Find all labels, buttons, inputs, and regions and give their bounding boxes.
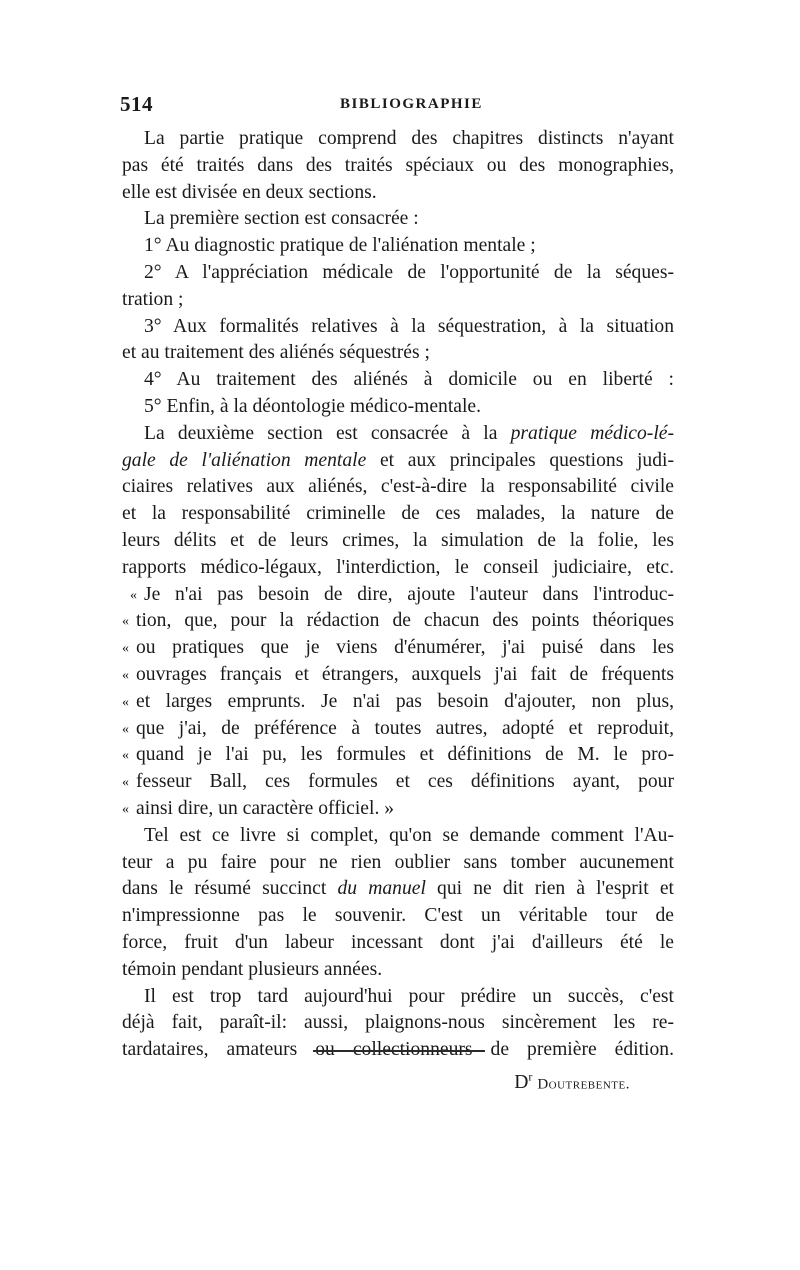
- text-segment: La deuxième section est consacrée à la: [144, 422, 511, 444]
- closing-rule: [313, 1050, 485, 1052]
- text-line: et la responsabilité criminelle de ces malades, la nature de: [122, 503, 674, 525]
- quote-mark: «: [130, 587, 137, 603]
- text-line: leurs délits et de leurs crimes, la simulation de la folie, les: [122, 529, 674, 551]
- signature-prefix-sup: r: [528, 1069, 533, 1084]
- text-line: [122, 876, 674, 903]
- italic-segment: gale de l'aliénation mentale: [122, 449, 367, 471]
- body-text: [122, 126, 674, 1094]
- text-line: tardataires, amateurs ou collectionneurs de première édition.: [122, 1039, 674, 1061]
- text-line: [122, 421, 674, 448]
- page-number: 514: [120, 92, 153, 116]
- quote-line: [122, 769, 674, 796]
- running-head: BIBLIOGRAPHIE: [340, 96, 483, 112]
- text-line: [122, 448, 674, 475]
- signature-name: Doutrebente.: [537, 1076, 630, 1093]
- text-segment: que j'ai, de préférence à toutes autres, adopté et reproduit,: [136, 717, 674, 739]
- text-line: n'impressionne pas le souvenir. C'est un véritable tour de: [122, 905, 674, 927]
- quote-line: [122, 796, 674, 823]
- text-segment: dans le résumé succinct: [122, 878, 338, 900]
- quote-mark: «: [122, 801, 129, 817]
- text-line: Il est trop tard aujourd'hui pour prédire un succès, c'est: [144, 985, 674, 1007]
- text-segment: et larges emprunts. Je n'ai pas besoin d'ajouter, non plus,: [136, 690, 674, 712]
- quote-line: [122, 662, 674, 689]
- quote-mark: «: [122, 614, 129, 630]
- quote-line: [122, 608, 674, 635]
- text-line: 5° Enfin, à la déontologie médico-mentale.: [144, 395, 482, 417]
- text-segment: Je n'ai pas besoin de dire, ajoute l'auteur dans l'introduc-: [144, 583, 674, 605]
- quote-line: [122, 582, 674, 609]
- text-segment: ainsi dire, un caractère officiel. »: [136, 797, 395, 819]
- quote-mark: «: [122, 641, 129, 657]
- signature: [122, 1064, 674, 1094]
- text-line: La partie pratique comprend des chapitres distincts n'ayant: [144, 128, 674, 149]
- italic-segment: pratique médico-lé-: [510, 422, 674, 444]
- italic-segment: du manuel: [337, 878, 426, 900]
- text-line: elle est divisée en deux sections.: [122, 181, 377, 203]
- text-segment: qui ne dit rien à l'esprit et: [425, 878, 674, 900]
- text-line: force, fruit d'un labeur incessant dont j'ai d'ailleurs été le: [122, 931, 674, 953]
- quote-mark: «: [122, 748, 129, 764]
- quote-mark: «: [122, 694, 129, 710]
- text-line: déjà fait, paraît-il: aussi, plaignons-nous sincèrement les re-: [122, 1012, 674, 1034]
- quote-mark: «: [122, 667, 129, 683]
- text-line: pas été traités dans des traités spéciaux ou des monographies,: [122, 154, 674, 176]
- text-segment: quand je l'ai pu, les formules et définitions de M. le pro-: [136, 744, 674, 766]
- text-line: Tel est ce livre si complet, qu'on se demande comment l'Au-: [144, 824, 674, 846]
- text-line: ciaires relatives aux aliénés, c'est-à-dire la responsabilité civile: [122, 476, 674, 498]
- quote-line: [122, 635, 674, 662]
- text-segment: tion, que, pour la rédaction de chacun des points théoriques: [136, 610, 674, 632]
- quote-line: [122, 689, 674, 716]
- text-line: témoin pendant plusieurs années.: [122, 958, 383, 980]
- text-line: teur a pu faire pour ne rien oublier sans tomber aucunement: [122, 851, 674, 873]
- text-line: La première section est consacrée :: [144, 208, 419, 230]
- text-line: 2° A l'appréciation médicale de l'opportunité de la séques-: [144, 261, 674, 283]
- text-line: 4° Au traitement des aliénés à domicile ou en liberté :: [144, 369, 674, 391]
- quote-mark: «: [122, 775, 129, 791]
- signature-prefix: $D^r$: [514, 1069, 533, 1094]
- quote-line: [122, 716, 674, 743]
- text-line: tration ;: [122, 288, 184, 310]
- text-segment: fesseur Ball, ces formules et ces définitions ayant, pour: [136, 771, 674, 793]
- text-line: 3° Aux formalités relatives à la séquestration, à la situation: [144, 315, 674, 337]
- text-line: 1° Au diagnostic pratique de l'aliénation mentale ;: [144, 235, 536, 257]
- text-line: rapports médico-légaux, l'interdiction, le conseil judiciaire, etc.: [122, 556, 674, 578]
- text-line: et au traitement des aliénés séquestrés ;: [122, 342, 430, 364]
- text-segment: ou pratiques que je viens d'énumérer, j'ai puisé dans les: [136, 637, 674, 659]
- quote-line: [122, 742, 674, 769]
- quote-mark: «: [122, 721, 129, 737]
- page-header: [120, 92, 680, 120]
- text-segment: et aux principales questions judi-: [366, 449, 674, 471]
- text-segment: ouvrages français et étrangers, auxquels j'ai fait de fréquents: [136, 663, 674, 685]
